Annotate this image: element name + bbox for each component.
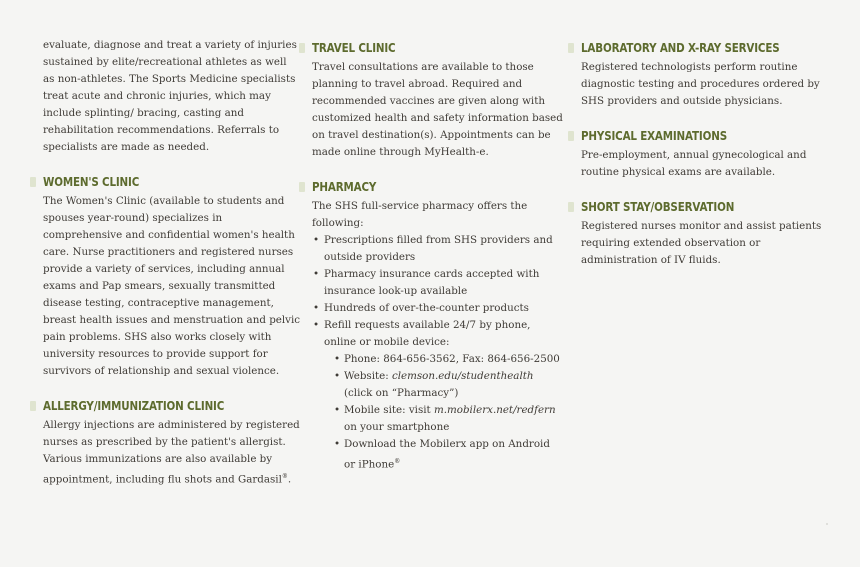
allergy-immunization-heading: ALLERGY/IMMUNIZATION CLINIC — [43, 398, 225, 413]
website-suffix: (click on “Pharmacy”) — [344, 387, 459, 399]
short-stay-text: Registered nurses monitor and assist patients requiring extended observation or administration of IV fluids. — [581, 220, 822, 266]
section-marker — [568, 202, 574, 212]
travel-clinic-text: Travel consultations are available to those planning to travel abroad. Required and recommended vaccines are given along with customized health and safety information based on travel destination(s). Appointments can be made online through MyHealth-e. — [312, 61, 563, 158]
mobile-site-item — [334, 402, 564, 436]
phone-fax-item: • Phone: 864-656-3562, Fax: 864-656-2500 — [334, 351, 564, 368]
section-marker — [299, 43, 305, 53]
womens-clinic-text: The Women's Clinic (available to students and spouses year-round) specializes in comprehensive and confidential women's health care. Nurse practitioners and registered nurses provide a variety of services, including annual exams and Pap smears, sexually transmitted disease testing, contraceptive management, breast health issues and menstruation and pelvic pain problems. SHS also works closely with university resources to provide support for survivors of relationship and sexual violence. — [43, 195, 301, 377]
website-link[interactable]: clemson.edu/studenthealth — [391, 370, 534, 382]
pharmacy-list — [312, 232, 564, 473]
physical-exams-section — [581, 126, 831, 181]
section-marker — [30, 401, 36, 411]
short-stay-heading: SHORT STAY/OBSERVATION — [581, 199, 735, 214]
section-marker — [568, 131, 574, 141]
section-marker — [299, 182, 305, 192]
refill-text: Refill requests available 24/7 by phone, online or mobile device: — [324, 319, 531, 348]
column-middle — [312, 37, 564, 473]
lab-xray-heading: LABORATORY AND X-RAY SERVICES — [581, 40, 780, 55]
mobile-prefix: Mobile site: visit — [344, 404, 434, 416]
download-app-item — [334, 436, 564, 473]
pharmacy-section — [312, 177, 564, 473]
website-item — [334, 368, 564, 402]
pharmacy-bullet: • Pharmacy insurance cards accepted with insurance look-up available — [312, 266, 564, 300]
column-left — [43, 37, 301, 488]
womens-clinic-section — [43, 172, 301, 380]
download-text: Download the Mobilerx app on Android or iPhone — [344, 438, 550, 471]
section-marker — [30, 177, 36, 187]
lab-xray-section — [581, 38, 831, 110]
travel-clinic-heading: TRAVEL CLINIC — [312, 40, 396, 55]
allergy-body: Allergy injections are administered by registered nurses as prescribed by the patient's allergist. Various immunizations are also available by appointment, including flu shots and Gardasil — [43, 419, 300, 486]
allergy-end: . — [287, 473, 292, 486]
registered-mark: ® — [394, 458, 401, 465]
travel-clinic-section — [312, 38, 564, 161]
allergy-immunization-text — [43, 417, 301, 488]
section-marker — [568, 43, 574, 53]
mobile-site-link[interactable]: m.mobilerx.net/redfern — [433, 404, 556, 416]
pharmacy-bullet: • Prescriptions filled from SHS providers and outside providers — [312, 232, 564, 266]
mobile-suffix: on your smartphone — [344, 421, 450, 433]
sports-medicine-continued-text: evaluate, diagnose and treat a variety of injuries sustained by elite/recreational athletes as well as non-athletes. The Sports Medicine specialists treat acute and chronic injuries, which may include splinting/ bracing, casting and rehabilitation recommendations. Referrals to specialists are made as needed. — [43, 39, 297, 153]
womens-clinic-heading: WOMEN'S CLINIC — [43, 174, 140, 189]
column-right — [581, 37, 831, 269]
pharmacy-bullet: • Hundreds of over-the-counter products — [312, 300, 564, 317]
pharmacy-bullet-refill — [312, 317, 564, 473]
refill-options-list — [324, 351, 564, 473]
allergy-immunization-section — [43, 396, 301, 488]
physical-exams-text: Pre-employment, annual gynecological and routine physical exams are available. — [581, 149, 807, 178]
short-stay-section — [581, 197, 831, 269]
physical-exams-heading: PHYSICAL EXAMINATIONS — [581, 128, 727, 143]
registered-mark: ® — [281, 473, 288, 480]
pharmacy-intro: The SHS full-service pharmacy offers the following: — [312, 200, 528, 229]
lab-xray-text: Registered technologists perform routine diagnostic testing and procedures ordered by SHS providers and outside physicians. — [581, 61, 820, 107]
decorative-dot — [826, 523, 828, 525]
pharmacy-heading: PHARMACY — [312, 179, 377, 194]
website-prefix: Website: — [344, 370, 392, 382]
